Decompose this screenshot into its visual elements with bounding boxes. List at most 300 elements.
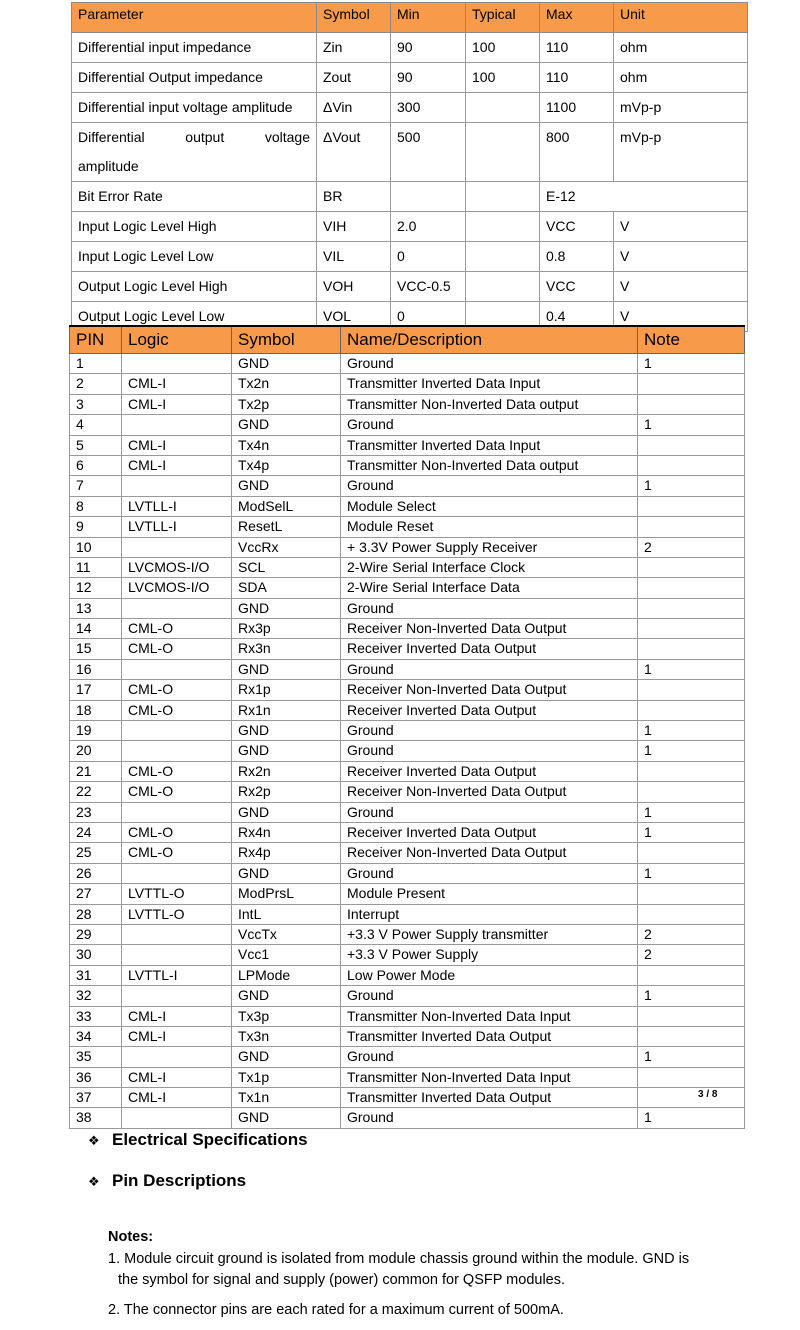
pin-cell: 16 <box>70 659 122 679</box>
table-row <box>70 374 745 394</box>
symbol-cell: Tx4p <box>232 455 341 475</box>
note-cell: 1 <box>638 822 745 842</box>
logic-cell <box>122 1108 232 1128</box>
cell <box>466 242 540 272</box>
table-row <box>70 1067 745 1087</box>
note-cell <box>638 578 745 598</box>
cell: 100 <box>466 63 540 93</box>
pin-cell: 29 <box>70 924 122 944</box>
logic-cell <box>122 354 232 374</box>
cell: ohm <box>614 33 748 63</box>
logic-cell: CML-O <box>122 782 232 802</box>
logic-cell: CML-O <box>122 680 232 700</box>
note-cell: 1 <box>638 415 745 435</box>
pin-table-body <box>70 354 745 1129</box>
symbol-cell: GND <box>232 986 341 1006</box>
table-row <box>70 435 745 455</box>
cell: 1100 <box>540 93 614 123</box>
symbol-cell: Vcc1 <box>232 945 341 965</box>
table-row <box>70 619 745 639</box>
logic-cell: CML-O <box>122 761 232 781</box>
cell: VOH <box>317 272 391 302</box>
symbol-cell: GND <box>232 476 341 496</box>
description-cell: Ground <box>341 741 638 761</box>
note-cell: 1 <box>638 741 745 761</box>
header-max: Max <box>540 3 614 33</box>
note-cell <box>638 680 745 700</box>
cell <box>72 123 317 182</box>
table-row <box>70 843 745 863</box>
logic-cell <box>122 415 232 435</box>
note-cell <box>638 435 745 455</box>
symbol-cell: GND <box>232 863 341 883</box>
cell: 110 <box>540 63 614 93</box>
logic-cell: CML-I <box>122 1088 232 1108</box>
cell: ΔVin <box>317 93 391 123</box>
note-cell <box>638 1026 745 1046</box>
cell: 0.4 <box>540 302 614 332</box>
pin-cell: 23 <box>70 802 122 822</box>
cell: 300 <box>391 93 466 123</box>
pin-cell: 28 <box>70 904 122 924</box>
pin-cell: 31 <box>70 965 122 985</box>
table-row <box>72 272 748 302</box>
cell: 800 <box>540 123 614 182</box>
section-pin-descriptions <box>88 1171 246 1191</box>
cell: 100 <box>466 33 540 63</box>
note-cell: 1 <box>638 721 745 741</box>
note-cell: 1 <box>638 1108 745 1128</box>
description-cell: + 3.3V Power Supply Receiver <box>341 537 638 557</box>
pin-cell: 5 <box>70 435 122 455</box>
note-cell <box>638 1088 745 1108</box>
description-cell: Ground <box>341 721 638 741</box>
table-row <box>70 761 745 781</box>
symbol-cell: Tx1n <box>232 1088 341 1108</box>
description-cell: Ground <box>341 802 638 822</box>
symbol-cell: Tx4n <box>232 435 341 455</box>
table-row <box>70 557 745 577</box>
note-1 <box>108 1249 748 1291</box>
note-cell <box>638 965 745 985</box>
description-cell: Receiver Inverted Data Output <box>341 700 638 720</box>
symbol-cell: IntL <box>232 904 341 924</box>
table-row <box>70 1088 745 1108</box>
symbol-cell: SCL <box>232 557 341 577</box>
table-row <box>70 496 745 516</box>
pin-cell: 17 <box>70 680 122 700</box>
pin-cell: 18 <box>70 700 122 720</box>
logic-cell: CML-I <box>122 1006 232 1026</box>
section-title: Electrical Specifications <box>112 1130 308 1149</box>
description-cell: Interrupt <box>341 904 638 924</box>
param-line-1: Differential output voltage <box>78 129 310 145</box>
cell: mVp-p <box>614 93 748 123</box>
header-min: Min <box>391 3 466 33</box>
cell: E-12 <box>540 182 748 212</box>
pin-cell: 1 <box>70 354 122 374</box>
cell: 90 <box>391 33 466 63</box>
pin-cell: 38 <box>70 1108 122 1128</box>
cell: Differential Output impedance <box>72 63 317 93</box>
diamond-bullet-icon: ❖ <box>88 1133 100 1148</box>
header-typical: Typical <box>466 3 540 33</box>
note-cell <box>638 517 745 537</box>
logic-cell: CML-I <box>122 374 232 394</box>
description-cell: Receiver Inverted Data Output <box>341 822 638 842</box>
table-row <box>70 863 745 883</box>
cell: 0 <box>391 242 466 272</box>
table-row <box>70 659 745 679</box>
note-cell: 1 <box>638 802 745 822</box>
table-row <box>70 721 745 741</box>
note-cell <box>638 619 745 639</box>
symbol-cell: GND <box>232 1108 341 1128</box>
symbol-cell: Rx1n <box>232 700 341 720</box>
symbol-cell: Rx1p <box>232 680 341 700</box>
description-cell: Low Power Mode <box>341 965 638 985</box>
cell: Output Logic Level Low <box>72 302 317 332</box>
cell: 110 <box>540 33 614 63</box>
table-row <box>70 354 745 374</box>
table-row <box>70 1006 745 1026</box>
table-row <box>70 598 745 618</box>
description-cell: Module Select <box>341 496 638 516</box>
logic-cell: LVCMOS-I/O <box>122 578 232 598</box>
pin-cell: 9 <box>70 517 122 537</box>
cell: Zout <box>317 63 391 93</box>
cell: VIH <box>317 212 391 242</box>
note-2: 2. The connector pins are each rated for a maximum current of 500mA. <box>108 1302 564 1318</box>
description-cell: Transmitter Inverted Data Input <box>341 374 638 394</box>
table-row <box>70 476 745 496</box>
description-cell: Ground <box>341 1047 638 1067</box>
logic-cell: LVTTL-O <box>122 904 232 924</box>
logic-cell: CML-I <box>122 394 232 414</box>
logic-cell: LVCMOS-I/O <box>122 557 232 577</box>
description-cell: 2-Wire Serial Interface Clock <box>341 557 638 577</box>
table-row <box>70 986 745 1006</box>
symbol-cell: Tx2p <box>232 394 341 414</box>
table-row <box>70 741 745 761</box>
cell <box>391 182 466 212</box>
table-row <box>70 924 745 944</box>
logic-cell <box>122 721 232 741</box>
cell: VCC-0.5 <box>391 272 466 302</box>
header-logic: Logic <box>122 326 232 354</box>
pin-cell: 14 <box>70 619 122 639</box>
note-1-line-2: the symbol for signal and supply (power) common for QSFP modules. <box>118 1272 566 1288</box>
cell: Input Logic Level High <box>72 212 317 242</box>
description-cell: Transmitter Inverted Data Output <box>341 1088 638 1108</box>
pin-cell: 32 <box>70 986 122 1006</box>
table-row <box>72 93 748 123</box>
table-row <box>70 1047 745 1067</box>
description-cell: +3.3 V Power Supply transmitter <box>341 924 638 944</box>
cell: VCC <box>540 212 614 242</box>
table-row <box>72 212 748 242</box>
pin-cell: 7 <box>70 476 122 496</box>
table-row <box>70 700 745 720</box>
header-note: Note <box>638 326 745 354</box>
description-cell: Transmitter Non-Inverted Data output <box>341 394 638 414</box>
note-cell <box>638 761 745 781</box>
description-cell: +3.3 V Power Supply <box>341 945 638 965</box>
table-header-row <box>72 3 748 33</box>
note-cell: 1 <box>638 863 745 883</box>
symbol-cell: VccRx <box>232 537 341 557</box>
note-cell: 1 <box>638 659 745 679</box>
table-row <box>70 904 745 924</box>
section-title: Pin Descriptions <box>112 1171 247 1190</box>
logic-cell: LVTTL-I <box>122 965 232 985</box>
pin-cell: 10 <box>70 537 122 557</box>
description-cell: Module Reset <box>341 517 638 537</box>
symbol-cell: ResetL <box>232 517 341 537</box>
logic-cell <box>122 986 232 1006</box>
header-pin: PIN <box>70 326 122 354</box>
table-row <box>70 802 745 822</box>
pin-cell: 13 <box>70 598 122 618</box>
cell: V <box>614 272 748 302</box>
note-cell: 2 <box>638 945 745 965</box>
pin-description-table <box>69 325 745 1129</box>
header-description: Name/Description <box>341 326 638 354</box>
notes-block <box>108 1229 748 1318</box>
table-row <box>70 782 745 802</box>
logic-cell: CML-I <box>122 1067 232 1087</box>
table-row <box>70 639 745 659</box>
header-unit: Unit <box>614 3 748 33</box>
logic-cell <box>122 741 232 761</box>
logic-cell: CML-O <box>122 822 232 842</box>
note-cell <box>638 1067 745 1087</box>
pin-cell: 3 <box>70 394 122 414</box>
cell: Differential input impedance <box>72 33 317 63</box>
description-cell: Transmitter Non-Inverted Data output <box>341 455 638 475</box>
pin-cell: 2 <box>70 374 122 394</box>
pin-cell: 26 <box>70 863 122 883</box>
cell <box>466 212 540 242</box>
cell: V <box>614 212 748 242</box>
table-row <box>70 394 745 414</box>
cell: ohm <box>614 63 748 93</box>
table-row <box>70 537 745 557</box>
cell <box>466 123 540 182</box>
cell: 90 <box>391 63 466 93</box>
description-cell: Receiver Non-Inverted Data Output <box>341 843 638 863</box>
header-symbol: Symbol <box>317 3 391 33</box>
table-row <box>70 884 745 904</box>
symbol-cell: Tx3n <box>232 1026 341 1046</box>
pin-cell: 37 <box>70 1088 122 1108</box>
symbol-cell: Tx1p <box>232 1067 341 1087</box>
pin-cell: 6 <box>70 455 122 475</box>
symbol-cell: GND <box>232 415 341 435</box>
logic-cell: CML-O <box>122 619 232 639</box>
symbol-cell: LPMode <box>232 965 341 985</box>
note-cell: 1 <box>638 476 745 496</box>
description-cell: Ground <box>341 598 638 618</box>
description-cell: Receiver Inverted Data Output <box>341 761 638 781</box>
pin-cell: 21 <box>70 761 122 781</box>
symbol-cell: GND <box>232 598 341 618</box>
symbol-cell: Rx2p <box>232 782 341 802</box>
description-cell: Receiver Inverted Data Output <box>341 639 638 659</box>
logic-cell: CML-O <box>122 843 232 863</box>
table-row <box>70 517 745 537</box>
cell: mVp-p <box>614 123 748 182</box>
note-cell <box>638 394 745 414</box>
pin-cell: 11 <box>70 557 122 577</box>
pin-cell: 34 <box>70 1026 122 1046</box>
logic-cell <box>122 1047 232 1067</box>
pin-cell: 20 <box>70 741 122 761</box>
description-cell: Transmitter Non-Inverted Data Input <box>341 1006 638 1026</box>
cell: Zin <box>317 33 391 63</box>
cell: 0 <box>391 302 466 332</box>
section-electrical-specifications <box>88 1130 308 1150</box>
pin-cell: 25 <box>70 843 122 863</box>
note-cell: 1 <box>638 354 745 374</box>
pin-cell: 12 <box>70 578 122 598</box>
note-cell: 2 <box>638 924 745 944</box>
cell <box>466 272 540 302</box>
note-cell <box>638 843 745 863</box>
symbol-cell: ModPrsL <box>232 884 341 904</box>
table-row <box>72 123 748 182</box>
pin-cell: 19 <box>70 721 122 741</box>
symbol-cell: ModSelL <box>232 496 341 516</box>
note-cell <box>638 884 745 904</box>
pin-cell: 27 <box>70 884 122 904</box>
note-1-line-1: 1. Module circuit ground is isolated from module chassis ground within the module. GND is <box>108 1251 690 1267</box>
symbol-cell: Tx3p <box>232 1006 341 1026</box>
cell: V <box>614 242 748 272</box>
cell: 0.8 <box>540 242 614 272</box>
notes-title: Notes: <box>108 1229 154 1245</box>
note-cell <box>638 455 745 475</box>
cell: Output Logic Level High <box>72 272 317 302</box>
param-line-2: amplitude <box>78 158 139 174</box>
logic-cell: CML-I <box>122 1026 232 1046</box>
pin-cell: 24 <box>70 822 122 842</box>
note-cell: 1 <box>638 1047 745 1067</box>
logic-cell: CML-O <box>122 700 232 720</box>
pin-cell: 35 <box>70 1047 122 1067</box>
cell: VIL <box>317 242 391 272</box>
table-row <box>70 822 745 842</box>
table-row <box>70 680 745 700</box>
description-cell: Ground <box>341 863 638 883</box>
table-row <box>72 242 748 272</box>
table-row <box>70 578 745 598</box>
note-cell <box>638 496 745 516</box>
cell: 2.0 <box>391 212 466 242</box>
cell: BR <box>317 182 391 212</box>
symbol-cell: SDA <box>232 578 341 598</box>
logic-cell <box>122 802 232 822</box>
table-row <box>72 33 748 63</box>
cell: VOL <box>317 302 391 332</box>
symbol-cell: GND <box>232 659 341 679</box>
note-cell <box>638 904 745 924</box>
note-cell <box>638 700 745 720</box>
logic-cell <box>122 537 232 557</box>
symbol-cell: GND <box>232 802 341 822</box>
symbol-cell: GND <box>232 1047 341 1067</box>
description-cell: Ground <box>341 415 638 435</box>
logic-cell <box>122 863 232 883</box>
table-row <box>72 63 748 93</box>
description-cell: Ground <box>341 354 638 374</box>
description-cell: Ground <box>341 1108 638 1128</box>
table-row <box>70 945 745 965</box>
logic-cell <box>122 924 232 944</box>
symbol-cell: VccTx <box>232 924 341 944</box>
pin-cell: 30 <box>70 945 122 965</box>
pin-cell: 33 <box>70 1006 122 1026</box>
logic-cell <box>122 659 232 679</box>
description-cell: Transmitter Inverted Data Input <box>341 435 638 455</box>
table-header-row <box>70 326 745 354</box>
table-row <box>70 1108 745 1128</box>
logic-cell: CML-O <box>122 639 232 659</box>
description-cell: Receiver Non-Inverted Data Output <box>341 680 638 700</box>
symbol-cell: Rx4n <box>232 822 341 842</box>
header-symbol: Symbol <box>232 326 341 354</box>
cell: Bit Error Rate <box>72 182 317 212</box>
note-cell <box>638 639 745 659</box>
description-cell: Receiver Non-Inverted Data Output <box>341 619 638 639</box>
symbol-cell: GND <box>232 721 341 741</box>
note-cell <box>638 557 745 577</box>
table-row <box>70 1026 745 1046</box>
logic-cell: CML-I <box>122 455 232 475</box>
cell <box>466 182 540 212</box>
symbol-cell: Tx2n <box>232 374 341 394</box>
note-cell: 2 <box>638 537 745 557</box>
description-cell: Ground <box>341 986 638 1006</box>
symbol-cell: Rx3n <box>232 639 341 659</box>
cell: VCC <box>540 272 614 302</box>
description-cell: Transmitter Inverted Data Output <box>341 1026 638 1046</box>
note-cell <box>638 374 745 394</box>
note-cell <box>638 1006 745 1026</box>
description-cell: Ground <box>341 659 638 679</box>
cell: V <box>614 302 748 332</box>
logic-cell <box>122 598 232 618</box>
table-row <box>72 182 748 212</box>
symbol-cell: GND <box>232 741 341 761</box>
description-cell: Receiver Non-Inverted Data Output <box>341 782 638 802</box>
pin-cell: 36 <box>70 1067 122 1087</box>
symbol-cell: Rx2n <box>232 761 341 781</box>
logic-cell: LVTTL-O <box>122 884 232 904</box>
symbol-cell: Rx4p <box>232 843 341 863</box>
pin-cell: 4 <box>70 415 122 435</box>
logic-cell <box>122 945 232 965</box>
cell: ΔVout <box>317 123 391 182</box>
symbol-cell: GND <box>232 354 341 374</box>
logic-cell <box>122 476 232 496</box>
table-row <box>70 455 745 475</box>
description-cell: Module Present <box>341 884 638 904</box>
note-cell <box>638 598 745 618</box>
note-cell: 1 <box>638 986 745 1006</box>
description-cell: Transmitter Non-Inverted Data Input <box>341 1067 638 1087</box>
pin-cell: 8 <box>70 496 122 516</box>
